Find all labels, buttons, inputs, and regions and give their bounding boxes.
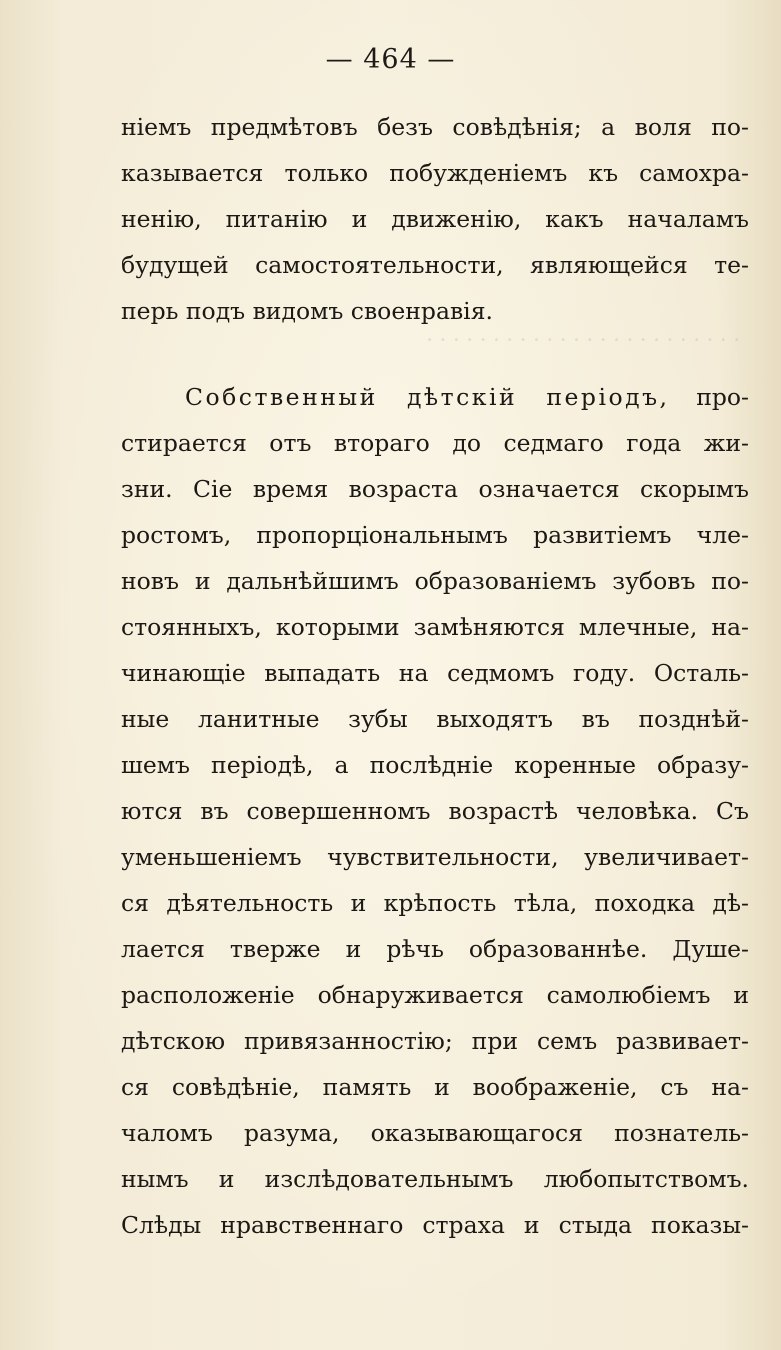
- text-line: ются въ совершенномъ возрастѣ человѣка. Съ: [121, 797, 749, 825]
- text-line: уменьшеніемъ чувствительности, увеличивает-: [121, 843, 749, 871]
- text-line: будущей самостоятельности, являющейся те-: [121, 251, 749, 279]
- paragraph-2: [121, 374, 749, 1248]
- text-line: шемъ періодѣ, а послѣдніе коренные образу-: [121, 751, 749, 779]
- paragraph-first-line: [121, 374, 749, 420]
- show-through-text: · · · · · · · · · · · · · · · · · · · · · · · ·: [426, 328, 740, 352]
- text-line: чаломъ разума, оказывающагося познатель-: [121, 1119, 749, 1147]
- text-line: ніемъ предмѣтовъ безъ совѣдѣнія; а воля по-: [121, 113, 749, 141]
- text-fragment: про-: [696, 383, 749, 411]
- text-line: стоянныхъ, которыми замѣняются млечные, на-: [121, 613, 749, 641]
- text-line: чинающіе выпадать на седмомъ году. Осталь-: [121, 659, 749, 687]
- text-line: новъ и дальнѣйшимъ образованіемъ зубовъ по-: [121, 567, 749, 595]
- text-line: казывается только побужденіемъ къ самохра-: [121, 159, 749, 187]
- text-line: зни. Сіе время возраста означается скорымъ: [121, 475, 749, 503]
- text-line: ся дѣятельность и крѣпость тѣла, походка дѣ-: [121, 889, 749, 917]
- text-line: ненію, питанію и движенію, какъ началамъ: [121, 205, 749, 233]
- text-line: перь подъ видомъ своенравія.: [121, 297, 493, 325]
- text-line: стирается отъ втораго до седмаго года жи-: [121, 429, 749, 457]
- text-line: лается тверже и рѣчь образованнѣе. Душе-: [121, 935, 749, 963]
- text-line: Слѣды нравственнаго страха и стыда показы-: [121, 1211, 749, 1239]
- text-line: ся совѣдѣніе, память и воображеніе, съ на-: [121, 1073, 749, 1101]
- text-line: дѣтскою привязанностію; при семъ развивает-: [121, 1027, 749, 1055]
- text-line: ные ланитные зубы выходятъ въ позднѣй-: [121, 705, 749, 733]
- text-line: нымъ и изслѣдовательнымъ любопытствомъ.: [121, 1165, 749, 1193]
- text-line: расположеніе обнаруживается самолюбіемъ и: [121, 981, 749, 1009]
- page-number: — 464 —: [325, 44, 456, 75]
- section-title: Собственный дѣтскій періодъ,: [185, 383, 670, 411]
- text-line: ростомъ, пропорціональнымъ развитіемъ чле-: [121, 521, 749, 549]
- paragraph-1: [121, 104, 749, 334]
